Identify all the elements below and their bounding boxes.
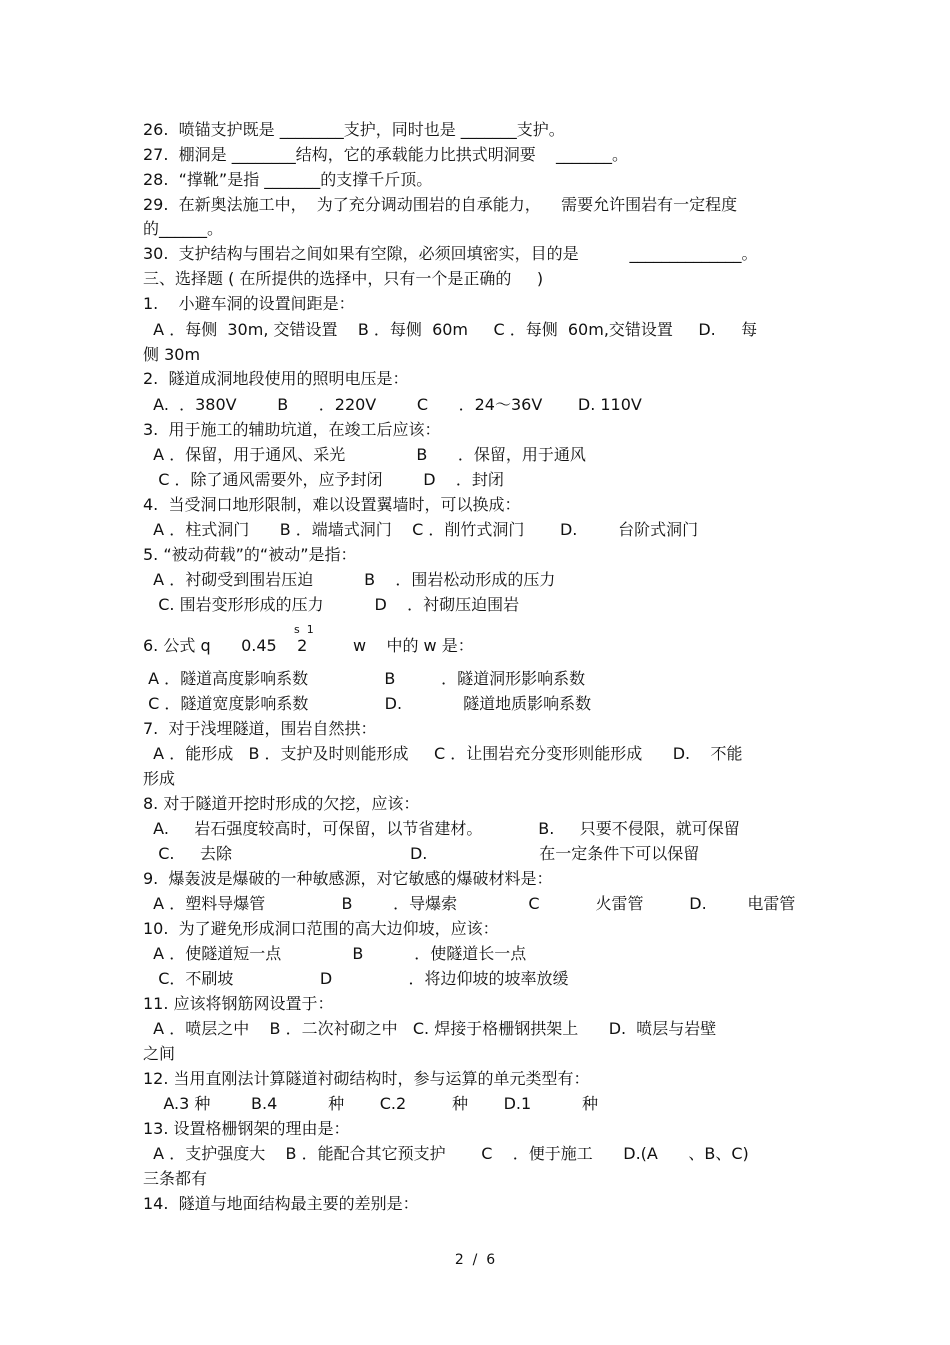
question-1: 1. 小避车洞的设置间距是： bbox=[143, 294, 355, 313]
options-line: A.3 种 B.4 种 C.2 种 D.1 种 bbox=[143, 1094, 599, 1113]
text-line: 三条都有 bbox=[143, 1169, 208, 1188]
question-8: 8. 对于隧道开挖时形成的欠挖，应该： bbox=[143, 794, 420, 813]
section-heading: 三、选择题 ( 在所提供的选择中，只有一个是正确的 ) bbox=[143, 269, 544, 288]
formula-superscript: s 1 bbox=[294, 623, 314, 636]
question-6-formula: 6. 公式 q 0.45 2 w 中的 w 是： bbox=[143, 636, 474, 655]
text-line: 的______。 bbox=[143, 219, 224, 238]
text-line: 29. 在新奥法施工中， 为了充分调动围岩的自承能力， 需要允许围岩有一定程度 bbox=[143, 195, 738, 214]
text-line: 之间 bbox=[143, 1044, 176, 1063]
question-11: 11. 应该将钢筋网设置于： bbox=[143, 994, 334, 1013]
options-line: A ．塑料导爆管 B ．导爆索 C 火雷管 D. 电雷管 bbox=[143, 894, 796, 913]
question-12: 12. 当用直刚法计算隧道衬砌结构时，参与运算的单元类型有： bbox=[143, 1069, 590, 1088]
question-3: 3. 用于施工的辅助坑道，在竣工后应该： bbox=[143, 420, 441, 439]
question-4: 4. 当受洞口地形限制，难以设置翼墙时，可以换成： bbox=[143, 495, 521, 514]
question-5: 5. “被动荷载”的“被动”是指： bbox=[143, 545, 357, 564]
options-line: A ．衬砌受到围岩压迫 B ．围岩松动形成的压力 bbox=[143, 570, 556, 589]
options-line: C. 围岩变形形成的压力 D ．衬砌压迫围岩 bbox=[143, 595, 520, 614]
options-line: C ．隧道宽度影响系数 D. 隧道地质影响系数 bbox=[143, 694, 592, 713]
question-2: 2. 隧道成洞地段使用的照明电压是： bbox=[143, 369, 409, 388]
options-line: A. 岩石强度较高时，可保留，以节省建材。 B. 只要不侵限，就可保留 bbox=[143, 819, 740, 838]
text-line: 形成 bbox=[143, 769, 176, 788]
options-line: A ．能形成 B ．支护及时则能形成 C ．让围岩充分变形则能形成 D. 不能 bbox=[143, 744, 743, 763]
text-line: 27. 棚洞是 ________结构，它的承载能力比拱式明洞要 _______。 bbox=[143, 145, 629, 164]
options-line: C ．除了通风需要外，应予封闭 D ．封闭 bbox=[143, 470, 504, 489]
options-line: A ．柱式洞门 B ．端墙式洞门 C ．削竹式洞门 D. 台阶式洞门 bbox=[143, 520, 699, 539]
options-line: A ．保留，用于通风、采光 B ．保留，用于通风 bbox=[143, 445, 586, 464]
text-line: 30. 支护结构与围岩之间如果有空隙，必须回填密实，目的是 ______________。 bbox=[143, 244, 758, 263]
text-line: 26. 喷锚支护既是 ________支护，同时也是 _______支护。 bbox=[143, 120, 565, 139]
options-line: A ．使隧道短一点 B ．使隧道长一点 bbox=[143, 944, 527, 963]
options-line: A ．喷层之中 B ．二次衬砌之中 C. 焊接于格栅钢拱架上 D. 喷层与岩壁 bbox=[143, 1019, 717, 1038]
options-line: A ．支护强度大 B ．能配合其它预支护 C ．便于施工 D.(A 、B、C) bbox=[143, 1144, 749, 1163]
text-line: 侧 30m bbox=[143, 345, 201, 364]
options-line: C. 去除 D. 在一定条件下可以保留 bbox=[143, 844, 700, 863]
options-line: A. ．380V B ．220V C ．24～36V D. 110V bbox=[143, 395, 642, 414]
question-10: 10. 为了避免形成洞口范围的高大边仰坡，应该： bbox=[143, 919, 499, 938]
question-7: 7. 对于浅埋隧道，围岩自然拱： bbox=[143, 719, 377, 738]
options-line: C．不刷坡 D ．将边仰坡的坡率放缓 bbox=[143, 969, 569, 988]
question-13: 13. 设置格栅钢架的理由是： bbox=[143, 1119, 350, 1138]
question-14: 14. 隧道与地面结构最主要的差别是： bbox=[143, 1194, 419, 1213]
text-line: 28. “撑靴”是指 _______的支撑千斤顶。 bbox=[143, 170, 433, 189]
page-number: 2 / 6 bbox=[454, 1252, 496, 1268]
question-9: 9. 爆轰波是爆破的一种敏感源，对它敏感的爆破材料是： bbox=[143, 869, 553, 888]
options-line: A ．隧道高度影响系数 B ．隧道洞形影响系数 bbox=[143, 669, 586, 688]
options-line: A ．每侧 30m, 交错设置 B ．每侧 60m C ．每侧 60m,交错设置 D. 每 bbox=[143, 320, 758, 339]
